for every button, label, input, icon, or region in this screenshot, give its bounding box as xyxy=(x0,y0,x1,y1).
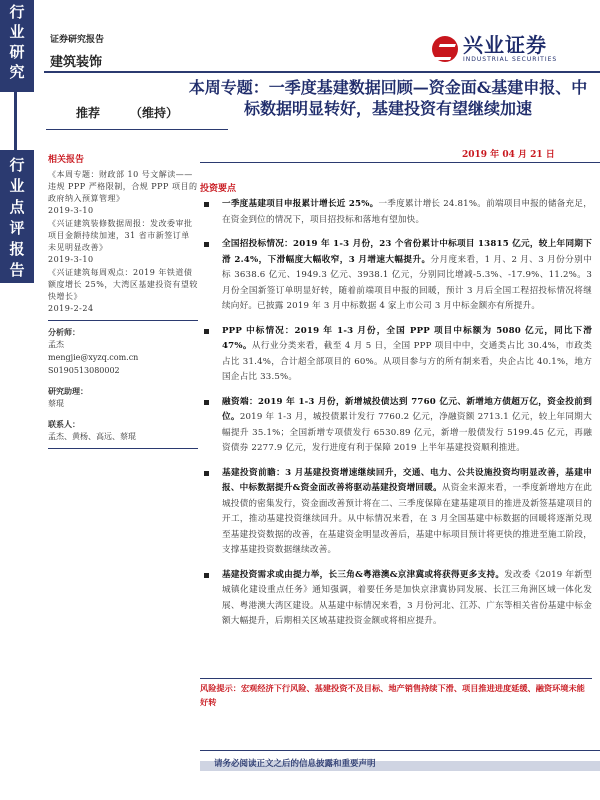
related-report-item[interactable]: 《兴证建筑每周观点：2019 年铁道债额度增长 25%，大湾区基建投资有望较快增长》 2019-2-24 xyxy=(48,268,198,313)
key-points-list xyxy=(200,197,592,639)
related-report-item[interactable]: 《本周专题：财政部 10 号文解读——违规 PPP 严格限制，合规 PPP 项目的政府纳入预算管理》 2019-3-10 xyxy=(48,170,198,215)
rating-rule xyxy=(46,129,228,130)
key-point-item: 全国招投标情况：2019 年 1-3 月份，23 个省份累计中标项目 13815 亿元，较上年同期下滑 2.4%，下滑幅度大幅收窄，3 月增速大幅提升。分月度来看，1 月、2 月、3 月份分别中标 3638.6 亿元、1949.3 亿元、3938.1 亿元，分别同比增减-5.3%、-17.9%、11.2%。3 月份全国新签订单明显好转，随着前端项目申报的回暖，预计 3 月后全国工程招投标情况将继续向好。已披露 2019 年 3 月中标数据 4 家上市公司 3 月中标金额亦有所提升。 xyxy=(200,237,592,315)
logo-cn-text: 兴业证券 xyxy=(463,33,547,57)
footer-disclaimer: 请务必阅读正文之后的信息披露和重要声明 xyxy=(214,759,376,769)
risk-text: 宏观经济下行风险、基建投资不及目标、地产销售持续下滑、项目推进进度延缓、融资环境未能好转 xyxy=(200,683,585,707)
rating-label: 推荐 xyxy=(76,106,101,120)
analyst-name: 孟杰 xyxy=(48,340,64,349)
sidebar-bottom-text: 行 业 点 评 报 告 xyxy=(9,156,25,279)
risk-rule xyxy=(200,678,592,679)
sidebar-divider xyxy=(14,92,17,150)
key-point-item: PPP 中标情况：2019 年 1-3 月份，全国 PPP 项目中标额为 5080 亿元，同比下滑 47%。从行业分类来看，截至 4 月 5 日，全国 PPP 项目中中，交通类占比 30.4%，市政类占比 31.4%，合计超全部项目的 60%。从项目参与方的所有制来看，央企占比 40.1%，地方国企占比 33.5%。 xyxy=(200,324,592,386)
industry-name: 建筑装饰 xyxy=(50,55,103,70)
footer-band xyxy=(200,761,600,771)
related-report-item[interactable]: 《兴证建筑装修数据周报：发改委审批项目金额持续加速，31 省市新签订单未见明显改善》 2019-3-10 xyxy=(48,219,193,264)
analyst-label: 分析师： xyxy=(48,327,80,337)
related-reports-heading: 相关报告 xyxy=(48,155,85,165)
assistant-label: 研究助理： xyxy=(48,386,88,396)
risk-label: 风险提示： xyxy=(200,683,241,693)
left-rule xyxy=(48,320,198,321)
report-type: 证券研究报告 xyxy=(50,35,105,45)
sidebar xyxy=(0,0,34,800)
contacts-names: 孟杰、黄杨、高远、蔡琨 xyxy=(48,432,136,441)
logo-mark-icon xyxy=(432,36,458,62)
assistant-name: 蔡琨 xyxy=(48,399,64,408)
logo-en-text: INDUSTRIAL SECURITIES xyxy=(463,56,558,63)
key-point-item: 一季度基建项目申报累计增长近 25%。一季度累计增长 24.81%。前端项目申报的储备充足，在资金到位的情况下，项目招投标和落地有望加快。 xyxy=(200,197,592,228)
rating-change: （维持） xyxy=(130,106,179,120)
sidebar-top-band xyxy=(0,0,34,92)
key-point-item: 基建投资前瞻：3 月基建投资增速继续回升，交通、电力、公共设施投资均明显改善，基建申报、中标数据提升&资金面改善将驱动基建投资增回暖。从资金来源来看，一季度新增地方在此城投债的密集发行，资金面改善预计将在二、三季度保障在建基建项目的推进及新签基建项目的开工，推动基建投资继续回升。从中标情况来看，在 3 月全国基建中标数据的回暖将逐渐兑现至基建投资数据的改善，在基建资金明显改善后，基建中标项目预计将更快的推进至施工阶段，支撑基建投资数据继续改善。 xyxy=(200,466,592,559)
analyst-email[interactable]: mengjie@xyzq.com.cn xyxy=(48,353,139,362)
date-rule xyxy=(200,162,600,163)
left-column xyxy=(48,154,198,454)
key-point-item: 基建投资需求或由提力举，长三角&粤港澳&京津冀或将获得更多支持。发改委《2019 年新型城镇化建设重点任务》通知强调，着要任务是加快京津冀协同发展、长江三角洲区域一体化发展、粤港澳大湾区建设。从基建中标情况来看，3 月份河北、江苏、广东等相关省份基建中标金额大幅提升，后期相关区域基建投资金额或将相应提升。 xyxy=(200,568,592,630)
key-points-heading: 投资要点 xyxy=(200,184,237,194)
page-title: 本周专题：一季度基建数据回顾—资金面&基建申报、中标数据明显转好，基建投资有望继续加速 xyxy=(188,78,588,118)
contacts-label: 联系人： xyxy=(48,419,80,429)
key-point-item: 融资端：2019 年 1-3 月份，新增城投债达到 7760 亿元、新增地方债超万亿，资金投前到位。2019 年 1-3 月，城投债累计发行 7760.2 亿元，净融资额 2713.1 亿元，较上年同期大幅提升 35.1%；全国新增专项债发行 6530.89 亿元，新增一般债发行 5199.45 亿元，再融资债券 2277.9 亿元，发行进度有利于保障 2019 上半年基建投资顺利推进。 xyxy=(200,395,592,457)
company-logo xyxy=(432,34,557,63)
analyst-block xyxy=(48,326,198,443)
risk-warning xyxy=(200,681,592,709)
report-date: 2019 年 04 月 21 日 xyxy=(462,150,555,160)
header-rule xyxy=(44,71,600,73)
left-rule-bottom xyxy=(48,448,198,449)
sidebar-top-text: 行 业 研 究 xyxy=(9,3,25,81)
footer-rule xyxy=(200,750,600,751)
analyst-cert: S0190513080002 xyxy=(48,366,120,375)
